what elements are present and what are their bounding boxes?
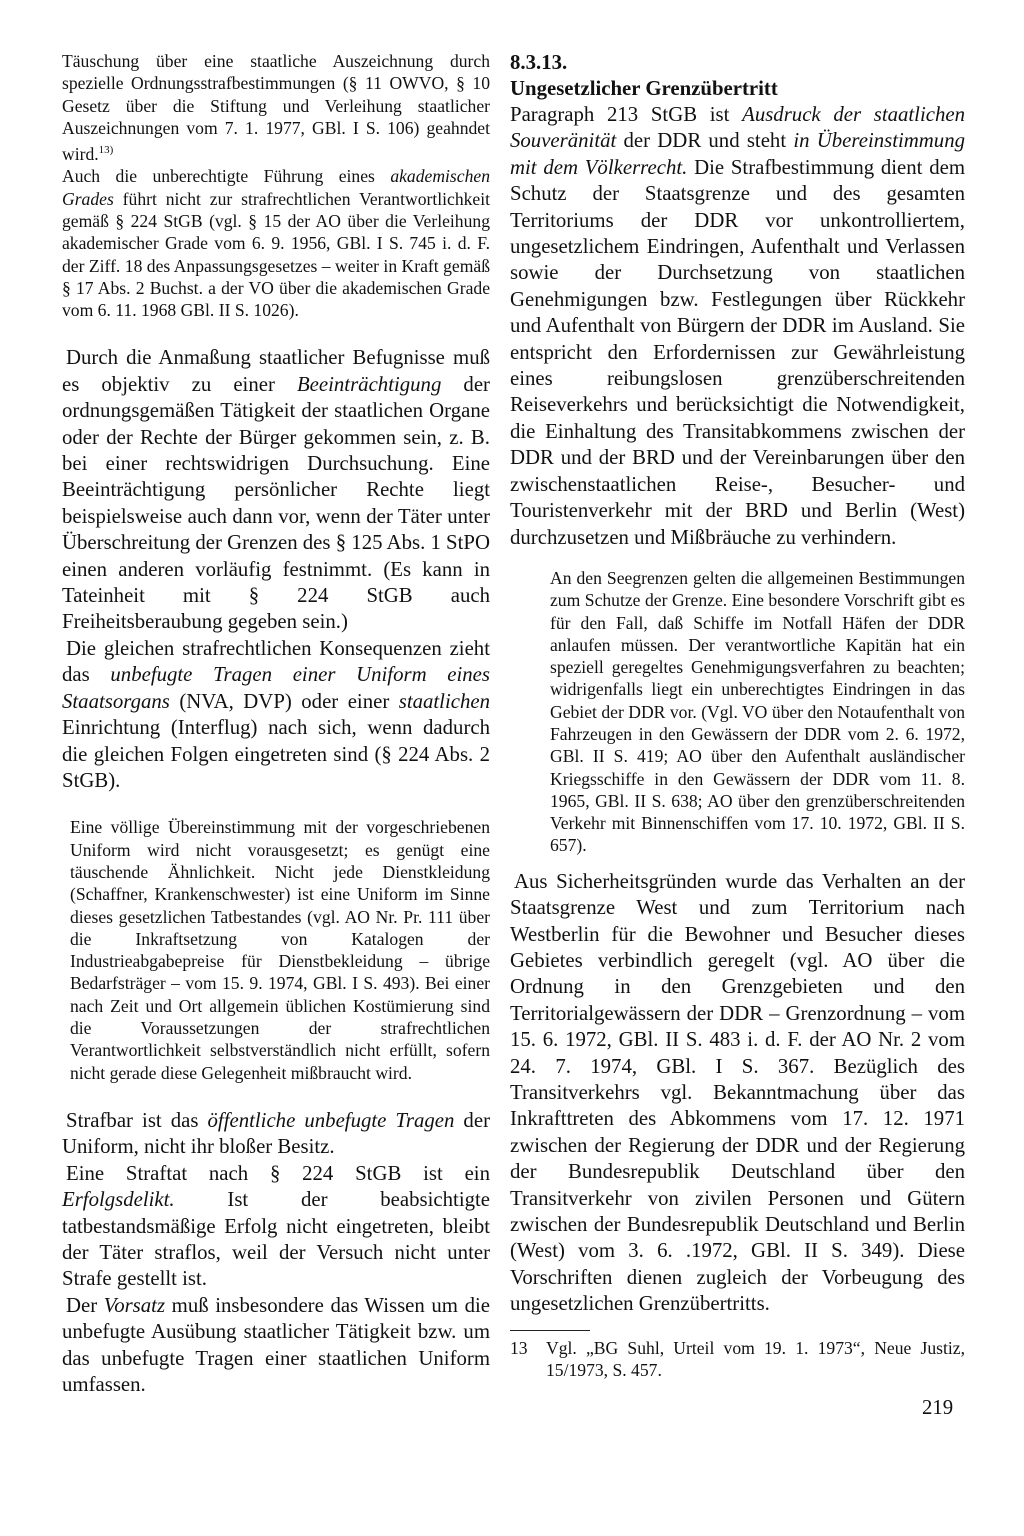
paragraph-uebereinstimmung: Eine völlige Übereinstimmung mit der vorgeschriebenen Uniform wird nicht vorausgesetzt; es genügt eine täuschende Ähnlichkeit. Nicht jede Dienstkleidung (Schaffner, Krankenschwester) ist eine Uniform im Sinne dieses gesetzlichen Tatbestandes (vgl. AO Nr. Pr. 111 über die Inkraftsetzung von Katalogen der Industrieabgabepreise für Dienstbekleidung – übrige Bedarfsträger – vom 15. 9. 1974, GBl. I S. 493). Bei einer nach Zeit und Ort allgemein üblichen Kostümierung sind die Voraussetzungen der strafrechtlichen Verantwortlichkeit selbstverständlich nicht erfüllt, sofern nicht gerade diese Gelegenheit mißbraucht wird. [70,817,490,1083]
paragraph-anmassung [62,345,490,635]
section-title: Ungesetzlicher Grenzübertritt [510,77,778,100]
footnote [510,1337,965,1382]
emphasis: Vorsatz [103,1293,166,1317]
paragraph-akademischer-grad [62,165,490,321]
page-number: 219 [922,1396,954,1419]
paragraph-erfolgsdelikt [62,1161,490,1293]
text-run: führt nicht zur strafrechtlichen Verantwortlichkeit gemäß § 224 StGB (vgl. § 15 der AO über die Verleihung akademischer Grade vom 6. 9. 1956, GBl. I S. 745 i. d. F. der Ziff. 18 des Anpassungsgesetzes – weiter in Kraft gemäß § 17 Abs. 2 Buchst. a der VO über die akademischen Grade vom 6. 11. 1968 GBl. II S. 1026). [62,188,490,321]
emphasis: unbefugte Tragen einer Uniform eines Staatsorgans [62,663,490,713]
emphasis: Erfolgsdelikt. [62,1188,175,1212]
paragraph-auszeichnung [62,50,490,165]
paragraph-strafbar [62,1108,490,1161]
paragraph-uniform [62,636,490,794]
text-run: (NVA, DVP) oder einer [169,689,399,713]
emphasis: öffentliche unbefugte Tragen [207,1108,455,1132]
text-run: Die Strafbestimmung dient dem Schutz der Staatsgrenze und des gesamten Territoriums der DDR vor unkontrolliertem, ungesetzlichem Eindringen, Aufenthalt und Verlassen sowie der Durchsetzung von staatlichen Genehmigungen bzw. Festlegungen über Rückkehr und Aufenthalt von Bürgern der DDR im Ausland. Sie entspricht den Erfordernissen zur Gewährleistung eines reibungslosen grenzüberschreitenden Reiseverkehrs und berücksichtigt die Notwendigkeit, die Einhaltung des Transitabkommens zwischen der DDR und der BRD und der Vereinbarungen über den zwischenstaatlichen Reise-, Besucher- und Touristenverkehr mit der BRD und Berlin (West) durchzusetzen und Mißbräuche zu verhindern. [510,155,966,549]
emphasis: staatlichen [398,689,490,713]
text-run: Täuschung über eine staatliche Auszeichnung durch spezielle Ordnungsstrafbestimmungen (§ 11 OWVO, § 10 Gesetz über die Stiftung und Verleihung staatlicher Auszeichnungen vom 7. 1. 1977, GBl. I S. 106) geahndet wird. [62,51,490,165]
text-run: Eine Straftat nach § 224 StGB ist ein [66,1161,490,1185]
text-run: Einrichtung (Interflug) nach sich, wenn dadurch die gleichen Folgen eingetreten sind (§ 224 Abs. 2 StGB). [62,716,490,792]
text-run: Strafbar ist das [66,1108,208,1132]
text-run: Auch die unberechtigte Führung eines [62,166,391,187]
paragraph-seegrenzen: An den Seegrenzen gelten die allgemeinen Bestimmungen zum Schutze der Grenze. Eine besondere Vorschrift gibt es für den Fall, daß Schiffe im Notfall Häfen der DDR anlaufen müssen. Der verantwortliche Kapitän hat ein speziell geregeltes Genehmigungsverfahren zu beachten; widrigenfalls liegt ein unberechtigtes Eindringen in das Gebiet der DDR vor. (Vgl. VO über den Notaufenthalt von Fahrzeugen in den Gewässern der DDR vom 2. 6. 1972, GBl. II S. 419; AO über den Aufenthalt ausländischer Kriegsschiffe in den Gewässern der DDR vom 11. 8. 1965, GBl. II S. 638; AO über den grenzüberschreitenden Verkehr mit Binnenschiffen vom 17. 10. 1972, GBl. II S. 657). [550,567,965,856]
text-run: Durch die Anmaßung staatlicher Befugnisse muß es objektiv zu einer [62,346,490,396]
section-number: 8.3.13. [510,51,568,74]
emphasis: akademischen Grades [62,166,490,209]
text-run: Ist der beabsichtigte tatbestandsmäßige Erfolg nicht eingetreten, bleibt der Täter straflos, weil der Versuch nicht unter Strafe gestellt ist. [62,1188,490,1291]
left-column [62,50,490,1398]
paragraph-vorsatz [62,1293,490,1399]
paragraph-sicherheitsgruende: Aus Sicherheitsgründen wurde das Verhalten an der Staatsgrenze West und zum Territorium nach Westberlin für die Bewohner und Besucher dieses Gebietes verbindlich geregelt (vgl. AO über die Ordnung in den Grenzgebieten und den Territorialgewässern der DDR – Grenzordnung – vom 15. 6. 1972, GBl. II S. 483 i. d. F. der AO Nr. 2 vom 24. 7. 1974, GBl. I S. 367. Bezüglich des Transitverkehrs vgl. Bekanntmachung über das Inkrafttreten des Abkommens vom 17. 12. 1971 zwischen der Regierung der DDR und der Regierung der Bundesrepublik Deutschland über den Transitverkehr von zivilen Personen und Gütern zwischen der Bundesrepublik Deutschland und Berlin (West) vom 3. 6. .1972, GBl. II S. 349). Diese Vorschriften dienen zugleich der Vorbeugung des ungesetzlichen Grenzübertritts. [510,869,965,1316]
text-run: Die gleichen strafrechtlichen Konsequenzen zieht das [62,636,490,687]
text-run: der DDR und steht [616,129,794,153]
text-run: Paragraph 213 StGB ist [510,103,743,126]
footnote-number: 13 [510,1337,528,1358]
paragraph-grenzuebertritt [510,102,965,551]
emphasis: Beeinträchtigung [296,372,442,396]
footnote-divider [510,1330,590,1331]
footnote-text: Vgl. „BG Suhl, Urteil vom 19. 1. 1973“, Neue Justiz, 15/1973, S. 457. [546,1337,965,1380]
emphasis: in Übereinstimmung mit dem Völkerrecht. [510,129,966,179]
right-column [510,50,965,1381]
footnote-ref: 13) [98,144,114,157]
text-run: der ordnungsgemäßen Tätigkeit der staatlichen Organe oder der Rechte der Bürger gekommen sein, z. B. bei einer rechtswidrigen Durchsuchung. Eine Beeinträchtigung persönlicher Rechte liegt beispielsweise auch dann vor, wenn der Täter unter Überschreitung der Grenzen des § 125 Abs. 1 StPO einen anderen vorläufig festnimmt. (Es kann in Tateinheit mit § 224 StGB auch Freiheitsberaubung gegeben sein.) [62,372,490,634]
text-run: der Uniform, nicht ihr bloßer Besitz. [62,1108,490,1159]
text-run: Der [66,1293,104,1317]
text-run: muß insbesondere das Wissen um die unbefugte Ausübung staatlicher Tätigkeit bzw. um das unbefugte Tragen einer staatlichen Uniform umfassen. [62,1293,491,1396]
emphasis: Ausdruck der staatlichen Souveränität [510,103,965,153]
